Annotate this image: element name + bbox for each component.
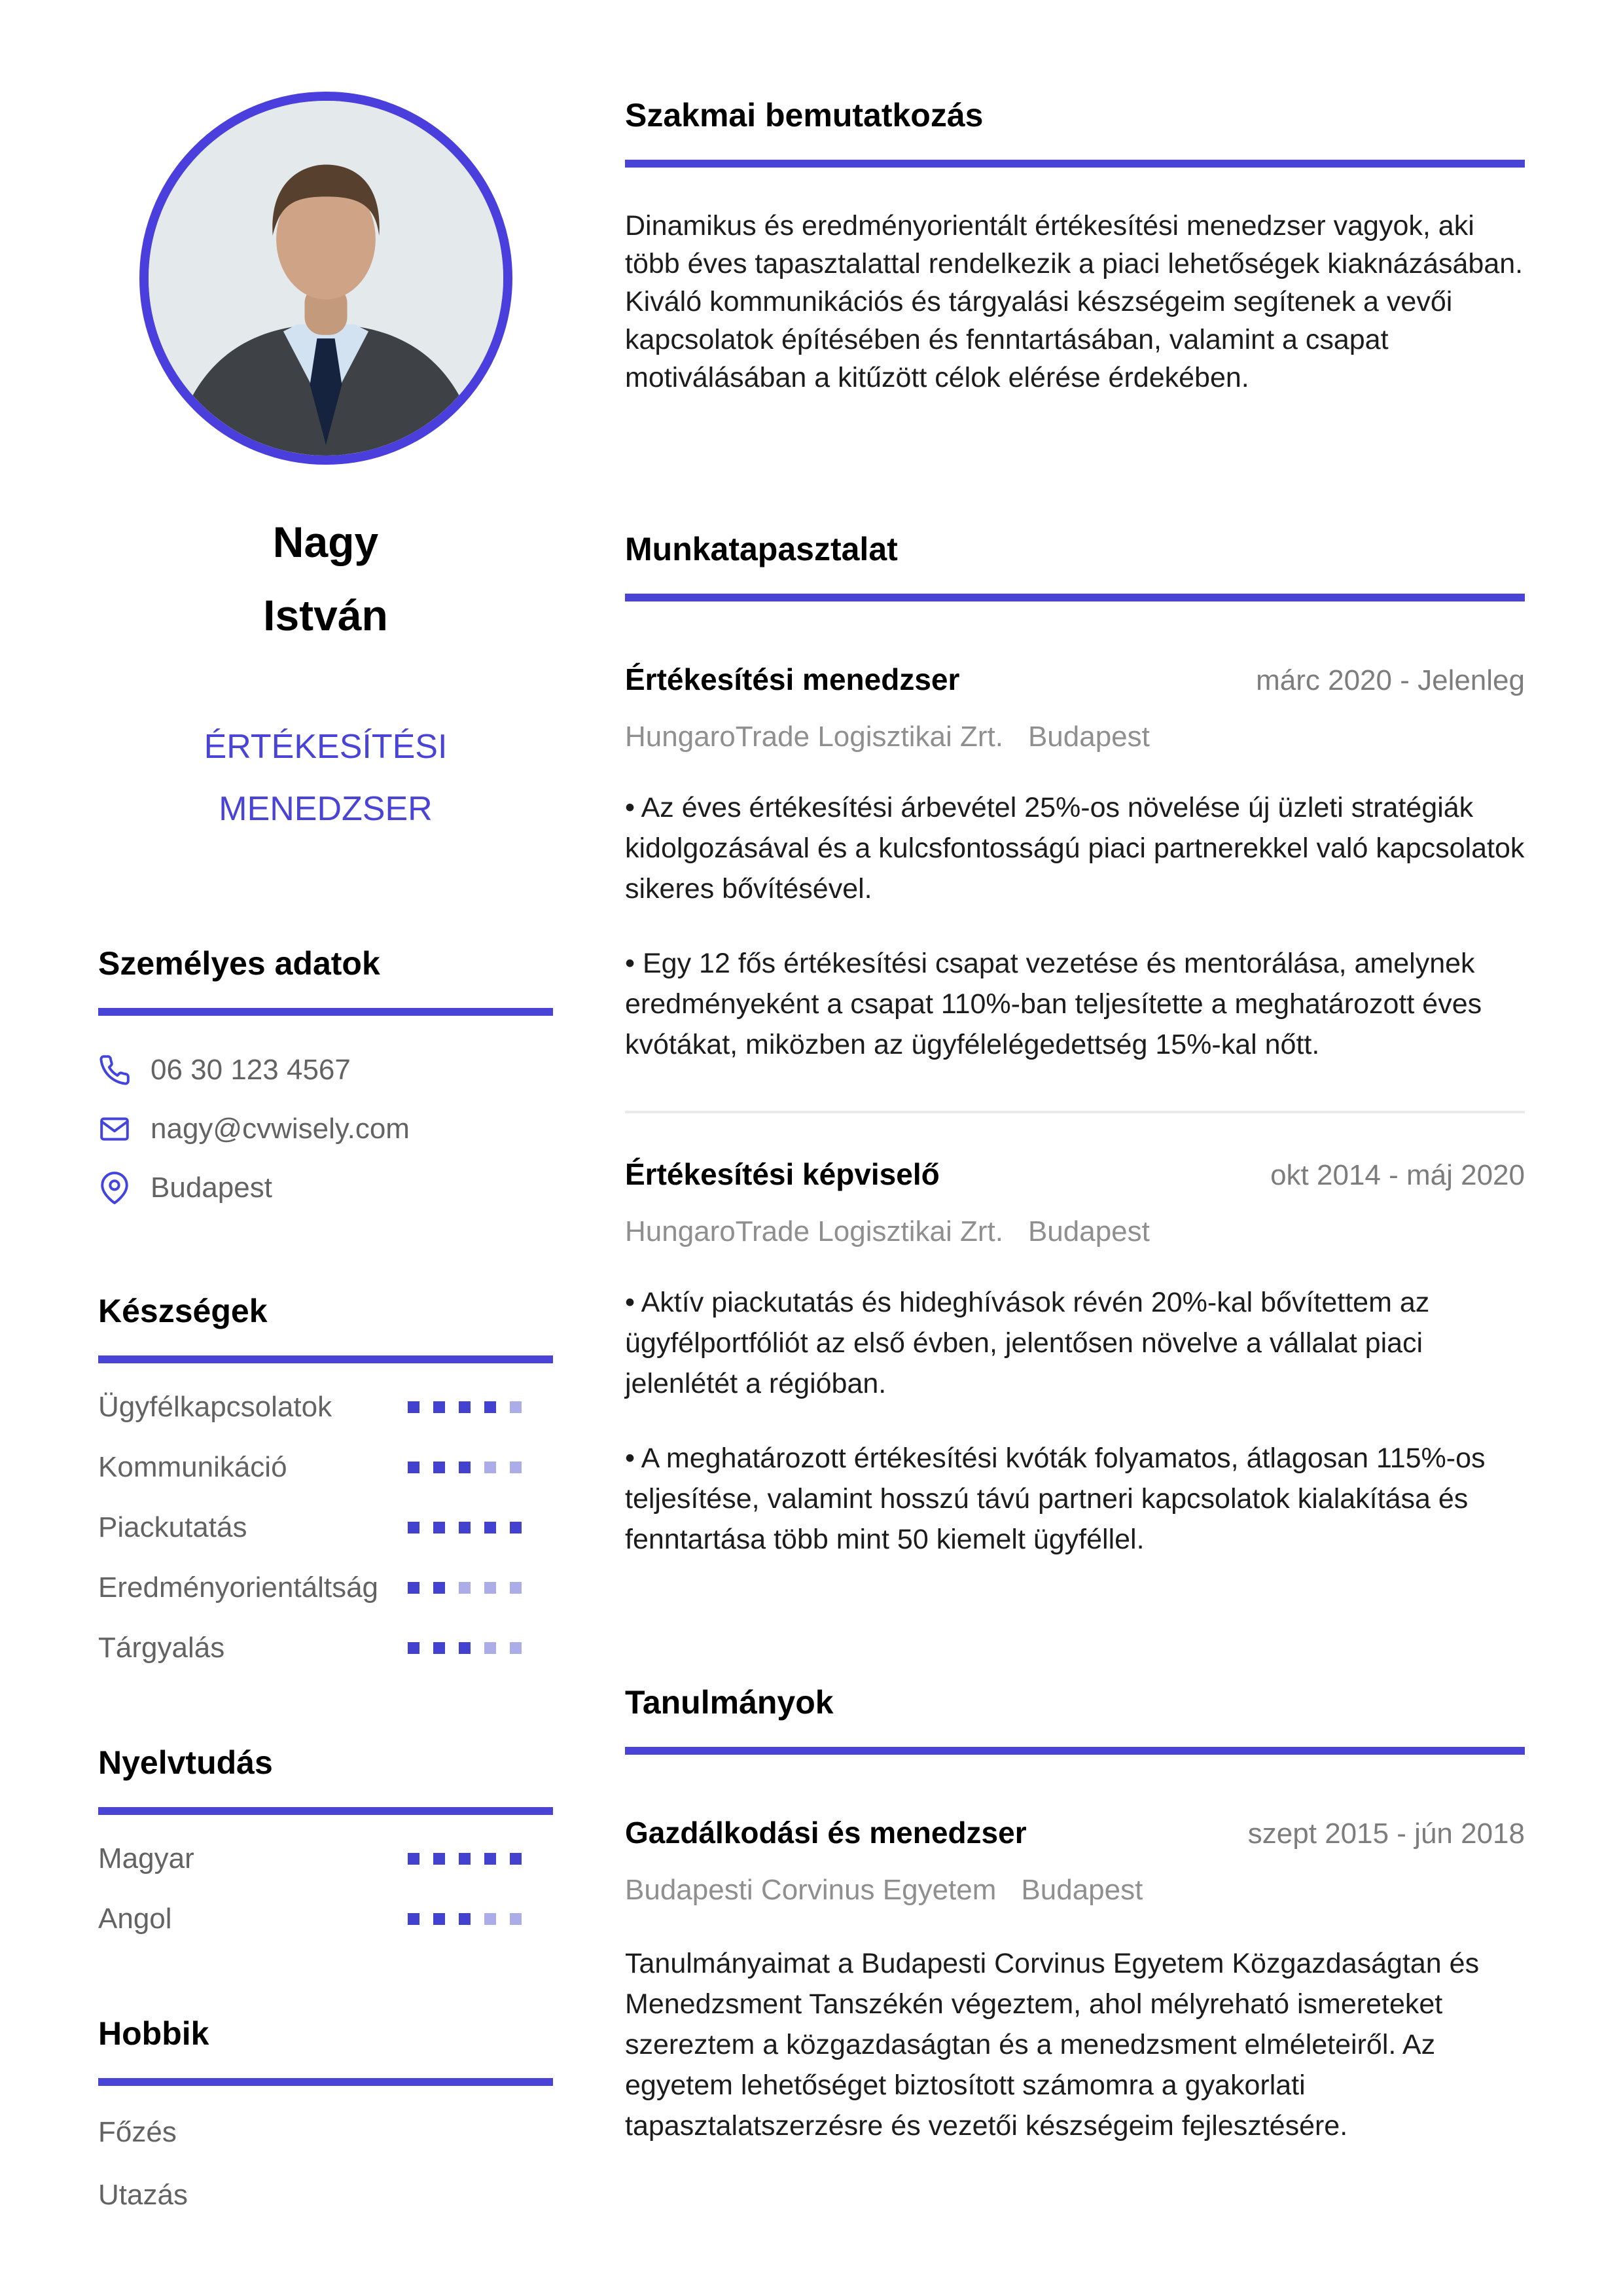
job-entry bbox=[625, 1157, 1525, 1560]
rating-square bbox=[510, 1853, 522, 1865]
rating-square bbox=[408, 1462, 419, 1473]
skill-label: Eredményorientáltság bbox=[98, 1571, 379, 1604]
rating-square bbox=[408, 1853, 419, 1865]
job-dates: márc 2020 - Jelenleg bbox=[1256, 664, 1525, 696]
job-location: Budapest bbox=[1027, 1215, 1150, 1247]
job-bullet: • Az éves értékesítési árbevétel 25%-os növelése új üzleti stratégiák kidolgozásával és a kulcsfontosságú piaci partnerekkel való kapcsolatok sikeres bővítésével. bbox=[625, 792, 1525, 905]
skill-row bbox=[98, 1511, 553, 1544]
candidate-name bbox=[98, 505, 553, 652]
summary-text: Dinamikus és eredményorientált értékesítési menedzser vagyok, aki több éves tapasztalattal rendelkezik a piaci lehetőségek kiaknázásában. Kiváló kommunikációs és tárgyalási készségeim segítenek a vevői kapcsolatok építésében és fenntartásában, valamint a csapat motiválásában a kitűzött célok elérése érdekében. bbox=[625, 210, 1524, 393]
language-label: Angol bbox=[98, 1903, 172, 1935]
personal-data-section bbox=[98, 945, 553, 1204]
rating-square bbox=[484, 1642, 496, 1654]
language-row bbox=[98, 1903, 553, 1935]
rating-square bbox=[408, 1913, 419, 1925]
education-heading: Tanulmányok bbox=[625, 1684, 834, 1721]
skill-label: Ügyfélkapcsolatok bbox=[98, 1391, 332, 1423]
rating-square bbox=[459, 1462, 471, 1473]
rating-square bbox=[459, 1642, 471, 1654]
rating-square bbox=[484, 1522, 496, 1534]
phone-number: 06 30 123 4567 bbox=[151, 1054, 351, 1086]
education-entry bbox=[625, 1815, 1525, 2146]
hobby-item: Főzés bbox=[98, 2116, 177, 2148]
rating-square bbox=[433, 1913, 445, 1925]
rating-square bbox=[510, 1462, 522, 1473]
contact-list bbox=[98, 1054, 553, 1204]
education-section bbox=[625, 1684, 1525, 2146]
skill-rating bbox=[408, 1522, 522, 1534]
skill-label: Kommunikáció bbox=[98, 1451, 287, 1483]
rating-square bbox=[433, 1462, 445, 1473]
candidate-first-name: Nagy bbox=[272, 518, 379, 566]
job-company-line bbox=[625, 721, 1525, 753]
rating-square bbox=[408, 1401, 419, 1413]
skill-row bbox=[98, 1571, 553, 1604]
rating-square bbox=[459, 1522, 471, 1534]
candidate-last-name: István bbox=[263, 591, 388, 639]
hobbies-list bbox=[98, 2116, 553, 2212]
education-title: Gazdálkodási és menedzser bbox=[625, 1816, 1027, 1850]
languages-heading: Nyelvtudás bbox=[98, 1744, 273, 1781]
language-label: Magyar bbox=[98, 1842, 194, 1874]
section-underline bbox=[625, 160, 1525, 168]
skills-section bbox=[98, 1293, 553, 1664]
role-line: ÉRTÉKESÍTÉSI bbox=[204, 728, 448, 766]
job-dates: okt 2014 - máj 2020 bbox=[1270, 1159, 1525, 1191]
hobby-item: Utazás bbox=[98, 2179, 188, 2211]
job-divider bbox=[625, 1111, 1525, 1113]
main-column bbox=[625, 92, 1525, 2296]
skill-label: Piackutatás bbox=[98, 1511, 247, 1543]
candidate-role-title bbox=[98, 716, 553, 840]
skill-rating bbox=[408, 1642, 522, 1654]
experience-section bbox=[625, 531, 1525, 1560]
job-bullet: • Aktív piackutatás és hideghívások révén 20%-kal bővítettem az ügyfélportfóliót az első évben, jelentősen növelve a vállalat piaci jelenlétét a régióban. bbox=[625, 1287, 1430, 1399]
rating-square bbox=[484, 1853, 496, 1865]
job-header bbox=[625, 662, 1525, 697]
hobbies-section bbox=[98, 2015, 553, 2212]
rating-square bbox=[484, 1462, 496, 1473]
skills-heading: Készségek bbox=[98, 1293, 268, 1329]
skill-row bbox=[98, 1451, 553, 1484]
languages-section bbox=[98, 1744, 553, 1935]
language-row bbox=[98, 1842, 553, 1875]
rating-square bbox=[408, 1522, 419, 1534]
profile-photo bbox=[139, 92, 512, 465]
language-rating bbox=[408, 1853, 522, 1865]
contact-row-location bbox=[98, 1172, 553, 1204]
section-underline bbox=[98, 1355, 553, 1363]
rating-square bbox=[510, 1913, 522, 1925]
rating-square bbox=[433, 1642, 445, 1654]
education-school: Budapesti Corvinus Egyetem bbox=[625, 1874, 997, 1906]
section-underline bbox=[98, 1807, 553, 1815]
rating-square bbox=[510, 1401, 522, 1413]
job-company-line bbox=[625, 1215, 1525, 1248]
rating-square bbox=[484, 1401, 496, 1413]
education-header bbox=[625, 1815, 1525, 1850]
education-text: Tanulmányaimat a Budapesti Corvinus Egyetem Közgazdaságtan és Menedzsment Tanszékén végeztem, ahol mélyreható ismereteket szereztem a közgazdaságtan és a menedzsment elméleteiről. Az egyetem lehetőséget biztosított számomra a gyakorlati tapasztalatszerzésre és vezetői készségeim fejlesztésére. bbox=[625, 1948, 1480, 2142]
rating-square bbox=[433, 1522, 445, 1534]
rating-square bbox=[433, 1401, 445, 1413]
sidebar bbox=[98, 92, 553, 2296]
contact-row-phone bbox=[98, 1054, 553, 1086]
job-title: Értékesítési képviselő bbox=[625, 1157, 940, 1191]
education-dates: szept 2015 - jún 2018 bbox=[1247, 1818, 1525, 1850]
section-underline bbox=[625, 594, 1525, 601]
skill-label: Tárgyalás bbox=[98, 1632, 225, 1664]
languages-list bbox=[98, 1842, 553, 1935]
rating-square bbox=[510, 1582, 522, 1594]
email-address: nagy@cvwisely.com bbox=[151, 1113, 410, 1145]
section-underline bbox=[98, 2078, 553, 2086]
personal-data-heading: Személyes adatok bbox=[98, 945, 380, 982]
phone-icon bbox=[98, 1054, 131, 1086]
job-header bbox=[625, 1157, 1525, 1192]
job-entry bbox=[625, 662, 1525, 1065]
job-bullet: • A meghatározott értékesítési kvóták folyamatos, átlagosan 115%-os teljesítése, valamint hosszú távú partneri kapcsolatok kialakítása és fenntartása több mint 50 kiemelt ügyféllel. bbox=[625, 1443, 1486, 1555]
role-line: MENEDZSER bbox=[219, 790, 433, 828]
language-rating bbox=[408, 1913, 522, 1925]
job-location: Budapest bbox=[1027, 721, 1150, 753]
portrait-placeholder-image bbox=[149, 101, 503, 456]
education-location: Budapest bbox=[1021, 1874, 1143, 1906]
rating-square bbox=[510, 1522, 522, 1534]
hobbies-heading: Hobbik bbox=[98, 2015, 209, 2052]
job-company: HungaroTrade Logisztikai Zrt. bbox=[625, 1215, 1003, 1247]
contact-row-email bbox=[98, 1113, 553, 1145]
rating-square bbox=[408, 1642, 419, 1654]
section-underline bbox=[625, 1747, 1525, 1755]
rating-square bbox=[459, 1913, 471, 1925]
location-icon bbox=[98, 1172, 131, 1204]
summary-section bbox=[625, 97, 1525, 397]
rating-square bbox=[433, 1582, 445, 1594]
job-title: Értékesítési menedzser bbox=[625, 662, 960, 696]
rating-square bbox=[484, 1913, 496, 1925]
location-text: Budapest bbox=[151, 1172, 272, 1204]
skill-rating bbox=[408, 1401, 522, 1413]
skill-row bbox=[98, 1632, 553, 1664]
rating-square bbox=[459, 1401, 471, 1413]
mail-icon bbox=[98, 1113, 131, 1145]
job-bullet: • Egy 12 fős értékesítési csapat vezetése és mentorálása, amelynek eredményeként a csapat 110%-ban teljesítette a meghatározott éves kvótákat, miközben az ügyfélelégedettség 15%-kal nőtt. bbox=[625, 948, 1482, 1060]
rating-square bbox=[459, 1582, 471, 1594]
rating-square bbox=[484, 1582, 496, 1594]
experience-heading: Munkatapasztalat bbox=[625, 531, 898, 567]
rating-square bbox=[459, 1853, 471, 1865]
education-school-line bbox=[625, 1874, 1525, 1907]
skills-list bbox=[98, 1391, 553, 1664]
rating-square bbox=[408, 1582, 419, 1594]
skill-rating bbox=[408, 1582, 522, 1594]
rating-square bbox=[510, 1642, 522, 1654]
skill-row bbox=[98, 1391, 553, 1424]
summary-heading: Szakmai bemutatkozás bbox=[625, 97, 984, 134]
section-underline bbox=[98, 1008, 553, 1016]
rating-square bbox=[433, 1853, 445, 1865]
job-company: HungaroTrade Logisztikai Zrt. bbox=[625, 721, 1003, 753]
skill-rating bbox=[408, 1462, 522, 1473]
